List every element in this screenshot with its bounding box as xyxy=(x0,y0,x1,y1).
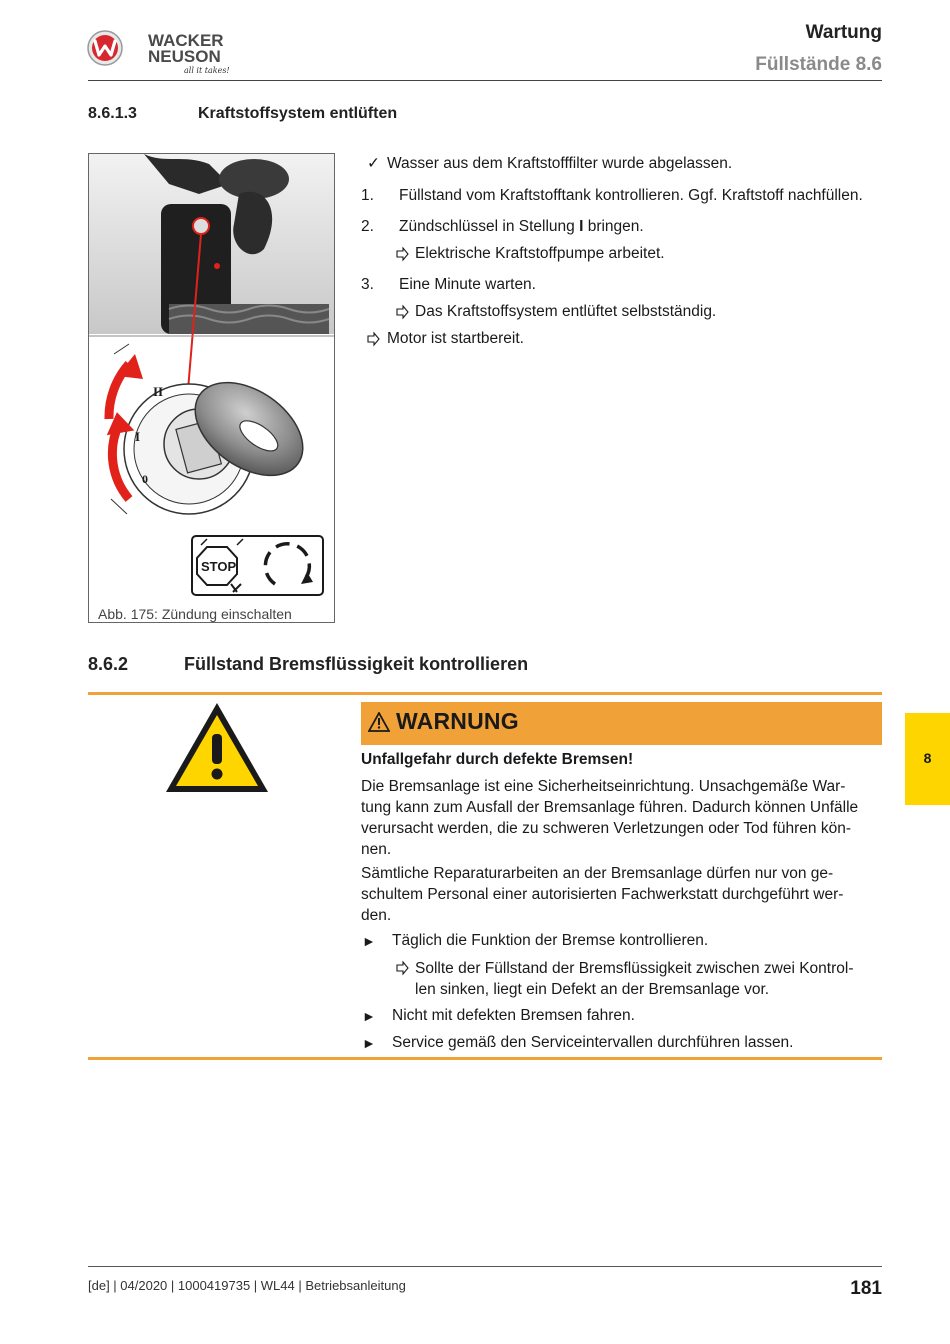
warning-bullet-1: Täglich die Funktion der Bremse kontrollieren. xyxy=(392,932,709,949)
result-arrow-icon xyxy=(396,958,409,978)
warning-top-rule xyxy=(88,692,882,695)
ignition-illustration xyxy=(89,154,335,623)
page-number: 181 xyxy=(850,1278,882,1299)
final-result: Motor ist startbereit. xyxy=(387,330,524,347)
section-subtitle: Füllstände 8.6 xyxy=(755,54,882,75)
photo-marker xyxy=(214,263,220,269)
step-3-text: Eine Minute warten. xyxy=(399,276,536,293)
warning-paragraph-1-line: tung kann zum Ausfall der Bremsanlage führen. Dadurch können Unfälle xyxy=(361,799,859,816)
precondition-text: Wasser aus dem Kraftstofffilter wurde abgelassen. xyxy=(387,155,733,172)
stop-label: STOP xyxy=(201,559,237,574)
chapter-title: Wartung xyxy=(805,22,882,43)
warning-result-line: Sollte der Füllstand der Bremsflüssigkeit zwischen zwei Kontrol- xyxy=(415,960,854,977)
photo-key-highlight xyxy=(193,218,209,234)
warning-banner-triangle-icon xyxy=(368,712,390,732)
result-arrow-icon xyxy=(396,244,409,264)
warning-result xyxy=(415,958,880,1000)
warning-result-line: len sinken, liegt ein Defekt an der Bremsanlage vor. xyxy=(415,981,770,998)
brand-line2: NEUSON xyxy=(148,47,221,66)
step-2-text-before: Zündschlüssel in Stellung xyxy=(399,218,580,235)
result-arrow-icon xyxy=(367,329,380,349)
bullet-icon: ► xyxy=(362,933,376,949)
header-divider xyxy=(88,80,882,81)
wacker-neuson-logo-icon xyxy=(86,28,236,78)
footer-meta: [de] | 04/2020 | 1000419735 | WL44 | Betriebsanleitung xyxy=(88,1278,406,1293)
section2-number: 8.6.2 xyxy=(88,654,129,674)
figure-caption: Abb. 175: Zündung einschalten xyxy=(98,606,292,622)
warning-headline: Unfallgefahr durch defekte Bremsen! xyxy=(361,751,634,768)
warning-paragraph-2-line: Sämtliche Reparaturarbeiten an der Bremsanlage dürfen nur von ge- xyxy=(361,865,834,882)
checkmark-icon: ✓ xyxy=(367,155,380,172)
result-arrow-icon xyxy=(396,302,409,322)
step-2-text-after: bringen. xyxy=(583,218,644,235)
footer-divider xyxy=(88,1266,882,1267)
warning-banner-label: WARNUNG xyxy=(396,708,519,734)
section2-title: Füllstand Bremsflüssigkeit kontrollieren xyxy=(184,654,529,674)
warning-triangle-icon xyxy=(163,700,271,796)
key-position-two: II xyxy=(153,384,164,399)
section1-title: Kraftstoffsystem entlüften xyxy=(198,105,398,122)
step-2-number: 2. xyxy=(361,218,374,235)
warning-paragraph-1-line: verursacht werden, die zu schweren Verletzungen oder Tod führen kön- xyxy=(361,820,851,837)
warning-paragraph-1 xyxy=(361,776,881,860)
step-2-text xyxy=(399,217,644,237)
step-2-position: I xyxy=(579,218,584,235)
step-3-result: Das Kraftstoffsystem entlüftet selbstständig. xyxy=(415,303,717,320)
warning-paragraph-2-line: schultem Personal einer autorisierten Fachwerkstatt durchgeführt wer- xyxy=(361,886,844,903)
ignition-figure xyxy=(88,153,335,623)
step-2-result: Elektrische Kraftstoffpumpe arbeitet. xyxy=(415,245,665,262)
warning-bullet-3: Service gemäß den Serviceintervallen durchführen lassen. xyxy=(392,1034,794,1051)
warning-paragraph-2-line: den. xyxy=(361,907,392,924)
warning-bullet-2: Nicht mit defekten Bremsen fahren. xyxy=(392,1007,635,1024)
chapter-side-tab-label: 8 xyxy=(923,750,932,766)
brand-line1: WACKER xyxy=(148,31,224,50)
wacker-neuson-logo xyxy=(86,28,236,78)
warning-paragraph-1-line: Die Bremsanlage ist eine Sicherheitseinrichtung. Unsachgemäße War- xyxy=(361,778,846,795)
key-position-one: I xyxy=(135,429,141,444)
step-1-text: Füllstand vom Kraftstofftank kontrollieren. Ggf. Kraftstoff nachfüllen. xyxy=(399,187,863,204)
step-3-number: 3. xyxy=(361,276,374,293)
warning-bottom-rule xyxy=(88,1057,882,1060)
warning-paragraph-2 xyxy=(361,863,881,926)
bullet-icon: ► xyxy=(362,1008,376,1024)
bullet-icon: ► xyxy=(362,1035,376,1051)
step-1-number: 1. xyxy=(361,187,374,204)
key-position-zero: 0 xyxy=(142,472,148,486)
brand-tagline: all it takes! xyxy=(184,66,230,75)
section1-number: 8.6.1.3 xyxy=(88,105,137,122)
warning-paragraph-1-line: nen. xyxy=(361,841,392,858)
